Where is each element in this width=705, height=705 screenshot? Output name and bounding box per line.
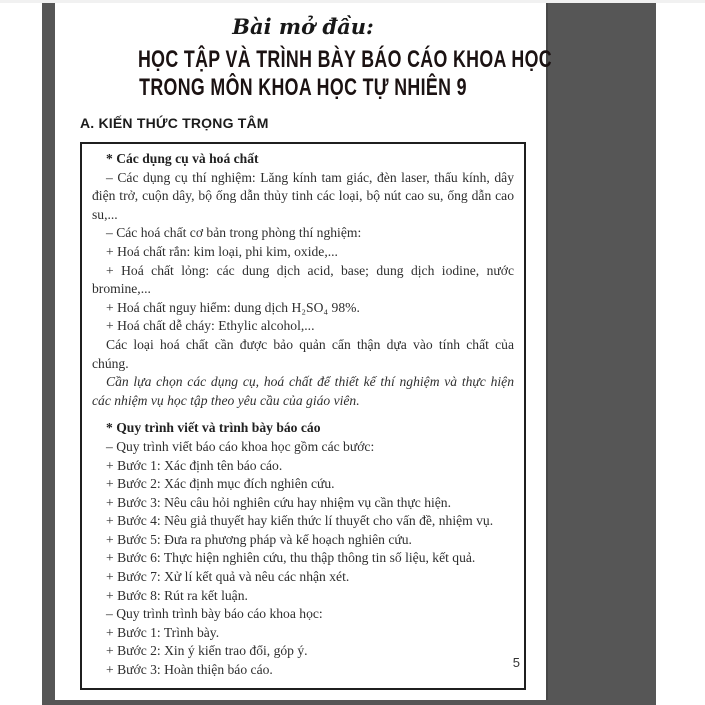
box-line: – Quy trình viết báo cáo khoa học gồm các bước: (106, 438, 375, 454)
box-line: – Các dụng cụ thí nghiệm: Lăng kính tam giác, đèn laser, thấu kính, dây điện trở, cuộn dây, bộ ống dẫn thủy tinh các loại, bộ nút cao su, ống dẫn cao su,... (92, 169, 514, 222)
box-line: + Bước 1: Xác định tên báo cáo. (106, 457, 283, 473)
box-line: + Hoá chất nguy hiểm: dung dịch H₂SO₄ 98%. (106, 299, 360, 315)
box-line: + Bước 6: Thực hiện nghiên cứu, thu thập thông tin số liệu, kết quả. (106, 550, 476, 566)
box-line: + Bước 3: Nêu câu hỏi nghiên cứu hay nhiệm vụ cần thực hiện. (106, 494, 451, 510)
content-box (80, 142, 526, 690)
box-line: + Hoá chất rắn: kim loại, phi kim, oxide,... (106, 243, 338, 259)
box-line: + Bước 2: Xác định mục đích nghiên cứu. (106, 476, 335, 492)
box-line: Các loại hoá chất cần được bảo quản cẩn thận dựa vào tính chất của chúng. (92, 336, 514, 371)
page-number: 5 (512, 655, 520, 670)
box-line: – Quy trình trình bày báo cáo khoa học: (106, 606, 323, 622)
box-line: + Bước 4: Nêu giả thuyết hay kiến thức lí thuyết cho vấn đề, nhiệm vụ. (106, 513, 494, 529)
box-line: + Bước 2: Xin ý kiến trao đổi, góp ý. (106, 643, 308, 659)
box-line: + Bước 5: Đưa ra phương pháp và kế hoạch nghiên cứu. (106, 531, 412, 547)
document-title-line-1: HỌC TẬP VÀ TRÌNH BÀY BÁO CÁO KHOA HỌC (137, 46, 552, 73)
box-line: + Bước 1: Trình bày. (106, 624, 220, 640)
section-heading: A. KIẾN THỨC TRỌNG TÂM (80, 115, 269, 131)
box-line: + Bước 3: Hoàn thiện báo cáo. (106, 662, 273, 678)
photo-top-edge (0, 0, 705, 3)
document-page (55, 0, 552, 700)
box-line: + Bước 7: Xử lí kết quả và nêu các nhận xét. (106, 569, 350, 585)
box-line: + Hoá chất lỏng: các dung dịch acid, base; dung dịch iodine, nước bromine,... (92, 262, 514, 297)
box-line: * Quy trình viết và trình bày báo cáo (106, 420, 321, 436)
box-line: * Các dụng cụ và hoá chất (106, 151, 259, 166)
document-title-line-2: TRONG MÔN KHOA HỌC TỰ NHIÊN 9 (139, 74, 467, 101)
box-line: + Hoá chất dễ cháy: Ethylic alcohol,... (106, 318, 315, 334)
box-line: Cần lựa chọn các dụng cụ, hoá chất để thiết kế thí nghiệm và thực hiện các nhiệm vụ học tập theo yêu cầu của giáo viên. (92, 374, 514, 408)
lesson-label: Bài mở đầu: (232, 14, 374, 39)
box-line: + Bước 8: Rút ra kết luận. (106, 587, 248, 603)
box-line: – Các hoá chất cơ bản trong phòng thí nghiệm: (106, 225, 362, 241)
